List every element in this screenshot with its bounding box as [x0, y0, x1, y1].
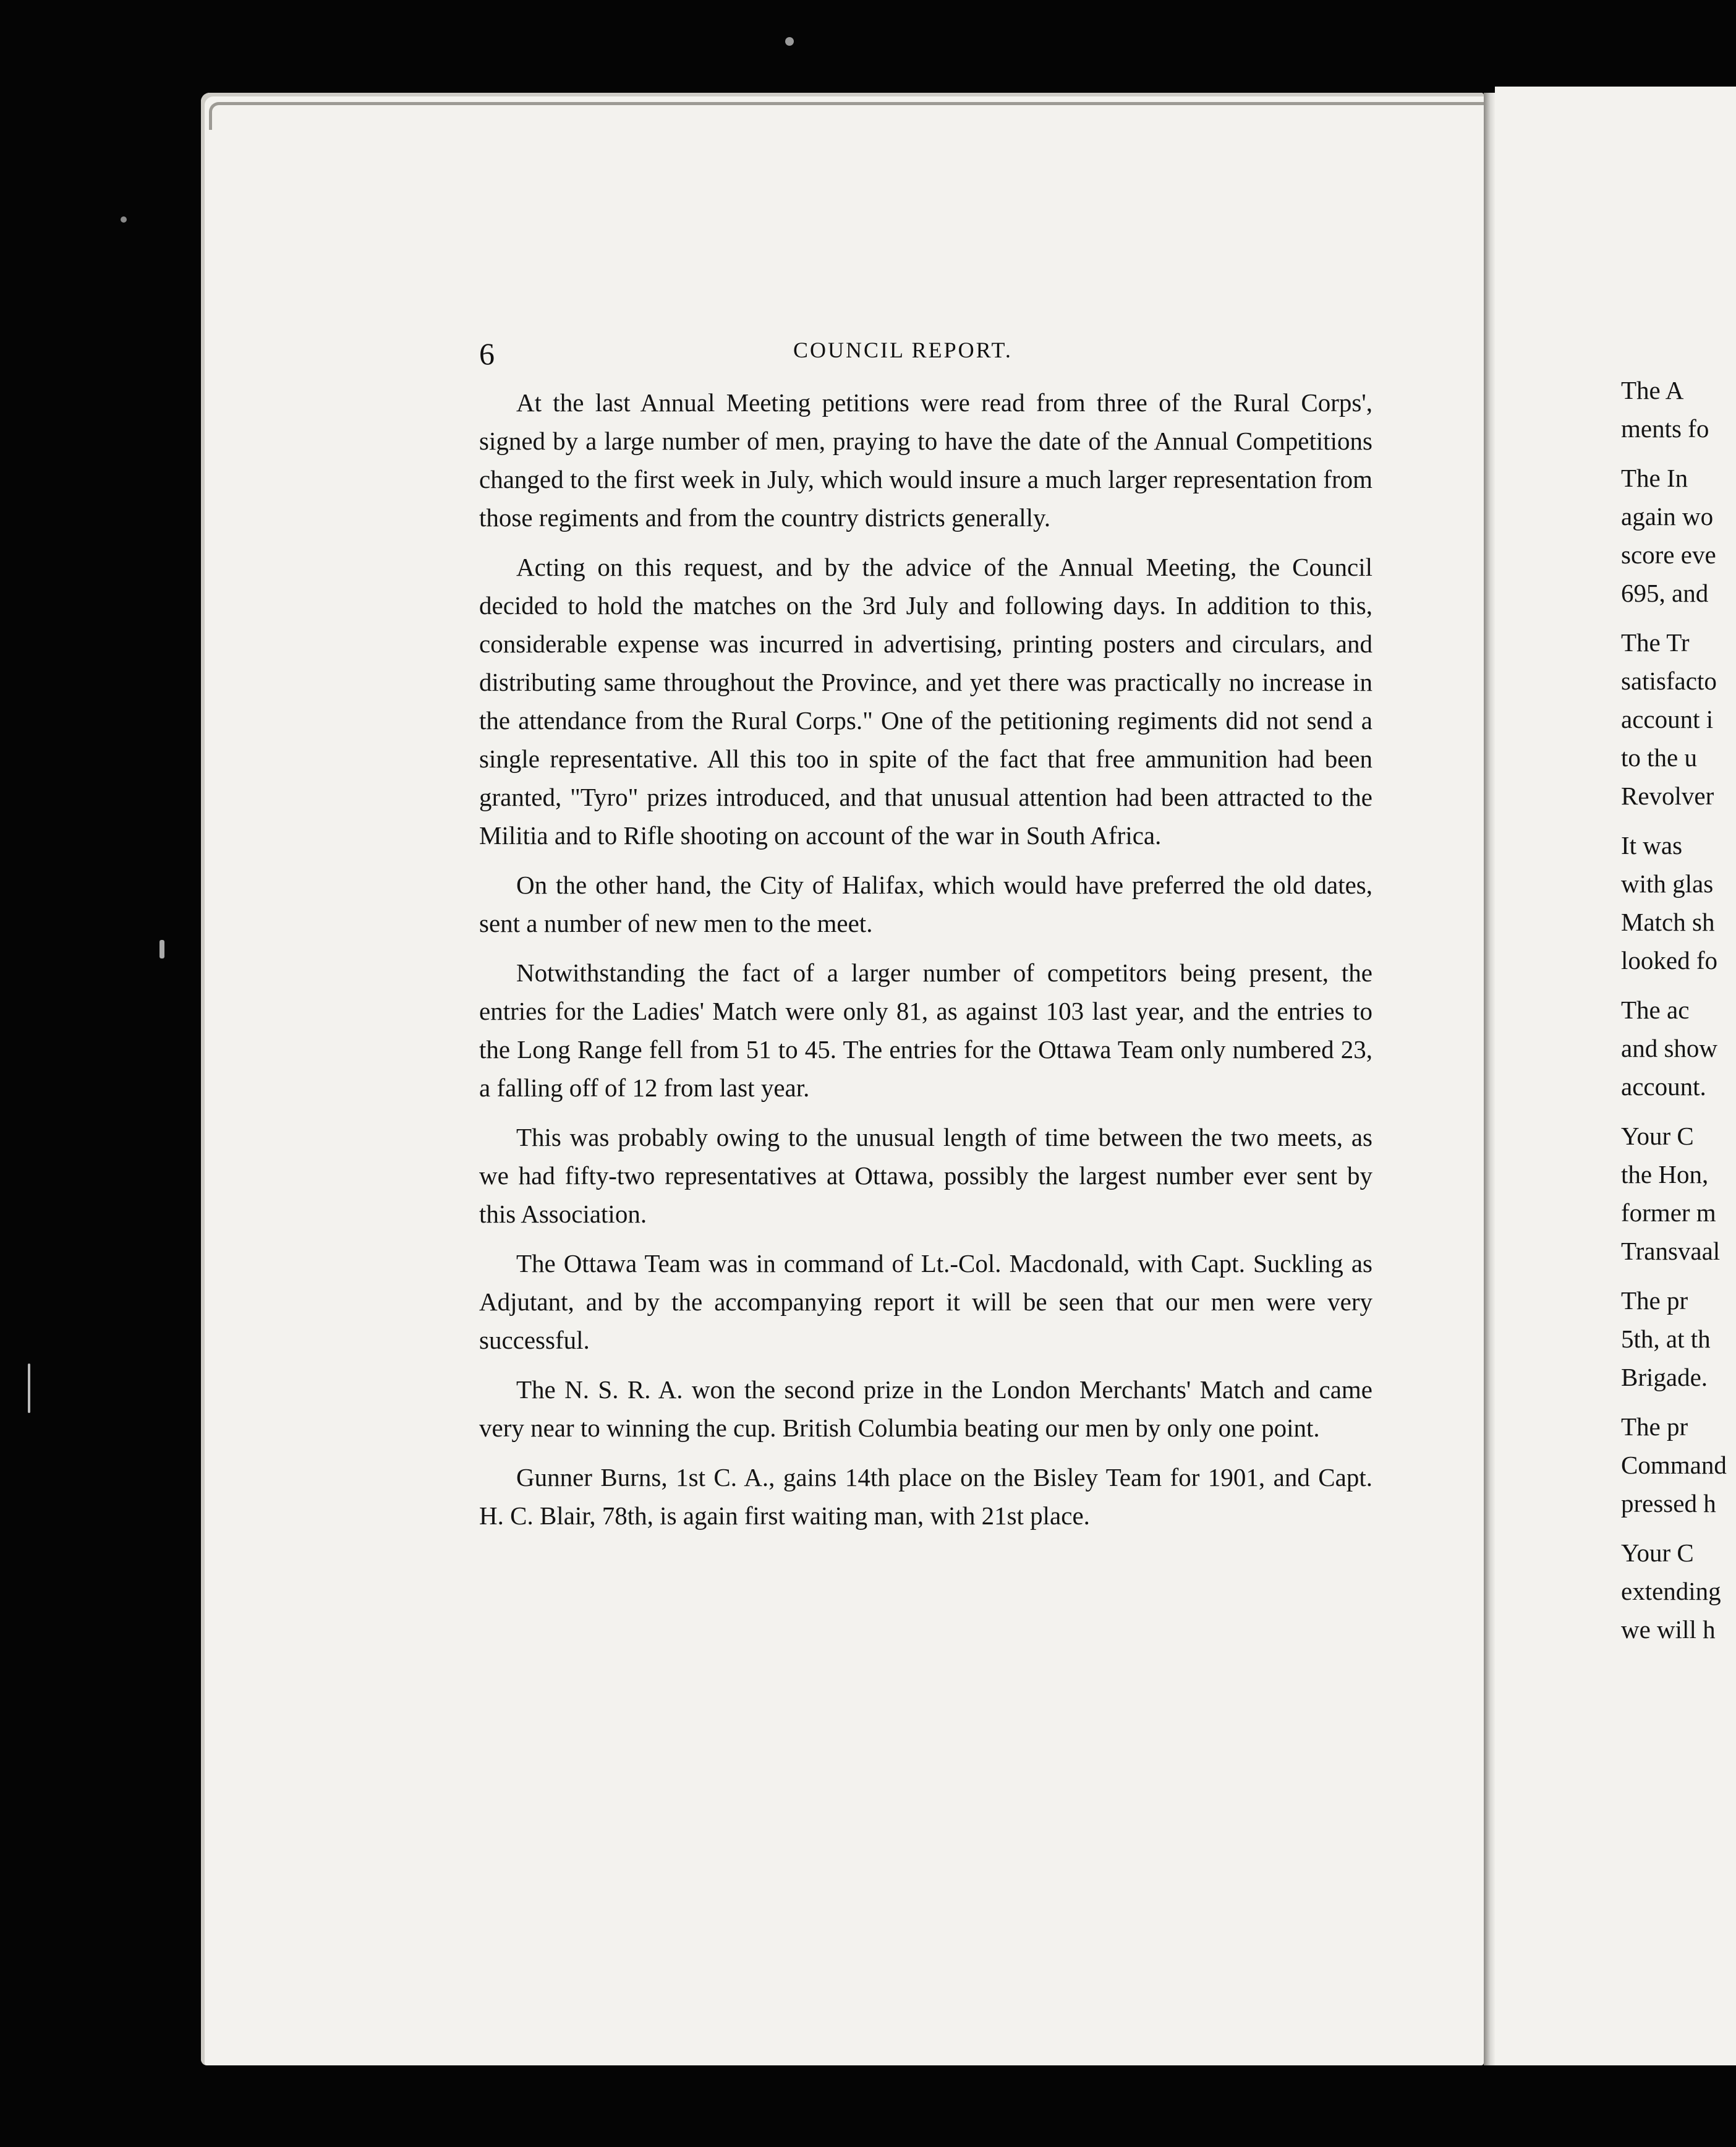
paragraph: Gunner Burns, 1st C. A., gains 14th place on the Bisley Team for 1901, and Capt. H. C. Blair, 78th, is again first waiting man, with 21st place.: [479, 1463, 1372, 1530]
paragraph-gap: [1621, 1396, 1736, 1407]
running-head: [479, 336, 1736, 373]
main-text-column: [479, 383, 1372, 1546]
adjacent-page-line: extending: [1621, 1577, 1721, 1605]
page-number: 6: [479, 336, 495, 371]
adjacent-page-line: account.: [1621, 1072, 1706, 1101]
dust-speck: [785, 37, 794, 46]
paragraph-gap: [1621, 1106, 1736, 1117]
paragraph: The N. S. R. A. won the second prize in the London Merchants' Match and came very near to winning the cup. British Columbia beating our men by only one point.: [479, 1375, 1372, 1442]
paragraph: Notwithstanding the fact of a larger number of competitors being present, the entries for the Ladies' Match were only 81, as against 103 last year, and the entries to the Long Range fell from 51 to 45. The entries for the Ottawa Team only numbered 23, a falling off of 12 from last year.: [479, 958, 1372, 1102]
dust-speck: [160, 940, 164, 958]
adjacent-page-line: The ac: [1621, 996, 1690, 1024]
adjacent-page-line: Match sh: [1621, 908, 1715, 936]
adjacent-page-line: Your C: [1621, 1122, 1694, 1150]
paragraph-gap: [1621, 1649, 1736, 1660]
adjacent-page-line: Command: [1621, 1451, 1727, 1479]
adjacent-page-line: Revolver: [1621, 782, 1714, 810]
paragraph: Acting on this request, and by the advice of the Annual Meeting, the Council decided to hold the matches on the 3rd July and following days. In addition to this, considerable expense was incurred in advertising, printing posters and circulars, and distributing same throughout the Province, and yet there was practically no increase in the attendance from the Rural Corps." One of the petitioning regiments did not send a single representative. All this too in spite of the fact that free ammunition had been granted, "Tyro" prizes introduced, and that unusual attention had been attracted to the Militia and to Rifle shooting on account of the war in South Africa.: [479, 553, 1372, 850]
adjacent-page-line: The Tr: [1621, 628, 1690, 657]
adjacent-page-line: The pr: [1621, 1412, 1688, 1441]
adjacent-page-line: Transvaal: [1621, 1237, 1721, 1265]
adjacent-page-line: to the u: [1621, 743, 1697, 772]
adjacent-page-line: again wo: [1621, 502, 1714, 531]
paragraph: This was probably owing to the unusual length of time between the two meets, as we had fifty-two representatives at Ottawa, possibly the largest number ever sent by this Association.: [479, 1123, 1372, 1228]
adjacent-page-line: It was: [1621, 831, 1683, 860]
adjacent-page-line: account i: [1621, 705, 1714, 733]
adjacent-page-line: looked fo: [1621, 946, 1717, 975]
paragraph-gap: [1621, 1270, 1736, 1281]
adjacent-page-line: The pr: [1621, 1286, 1688, 1315]
paragraph-gap: [1621, 612, 1736, 623]
adjacent-page-line: we will h: [1621, 1615, 1716, 1644]
paragraph: At the last Annual Meeting petitions were read from three of the Rural Corps', signed by a large number of men, praying to have the date of the Annual Competitions changed to the first week in July, which would insure a much larger representation from those regiments and from the country districts generally.: [479, 388, 1372, 532]
page-header-title: COUNCIL REPORT.: [793, 338, 1013, 362]
adjacent-page-line: The A: [1621, 376, 1684, 404]
adjacent-page-line: and show: [1621, 1034, 1718, 1062]
paragraph: The Ottawa Team was in command of Lt.-Col. Macdonald, with Capt. Suckling as Adjutant, and by the accompanying report it will be seen that our men were very successful.: [479, 1249, 1372, 1354]
adjacent-page-line: ments fo: [1621, 414, 1709, 443]
adjacent-page-line: 695, and: [1621, 579, 1709, 607]
paragraph-gap: [1621, 815, 1736, 826]
paragraph-gap: [1621, 448, 1736, 459]
adjacent-page-line: with glas: [1621, 869, 1714, 898]
adjacent-page-line: The In: [1621, 464, 1688, 492]
adjacent-page-line: former m: [1621, 1198, 1716, 1227]
adjacent-page-line: score eve: [1621, 540, 1716, 569]
adjacent-page-text: [1621, 371, 1736, 1660]
adjacent-page-line: satisfacto: [1621, 667, 1717, 695]
adjacent-page-line: Your C: [1621, 1539, 1694, 1567]
dust-speck: [28, 1364, 30, 1413]
adjacent-page-line: 5th, at th: [1621, 1325, 1711, 1353]
paragraph-gap: [1621, 980, 1736, 991]
paragraph: On the other hand, the City of Halifax, which would have preferred the old dates, sent a number of new men to the meet.: [479, 871, 1372, 937]
dust-speck: [121, 216, 127, 223]
adjacent-page-line: pressed h: [1621, 1489, 1716, 1517]
page-edge-curl: [209, 102, 1486, 130]
book-gutter: [1484, 93, 1495, 2065]
adjacent-page-line: the Hon,: [1621, 1160, 1709, 1189]
paragraph-gap: [1621, 1522, 1736, 1534]
adjacent-page-line: Brigade.: [1621, 1363, 1708, 1391]
